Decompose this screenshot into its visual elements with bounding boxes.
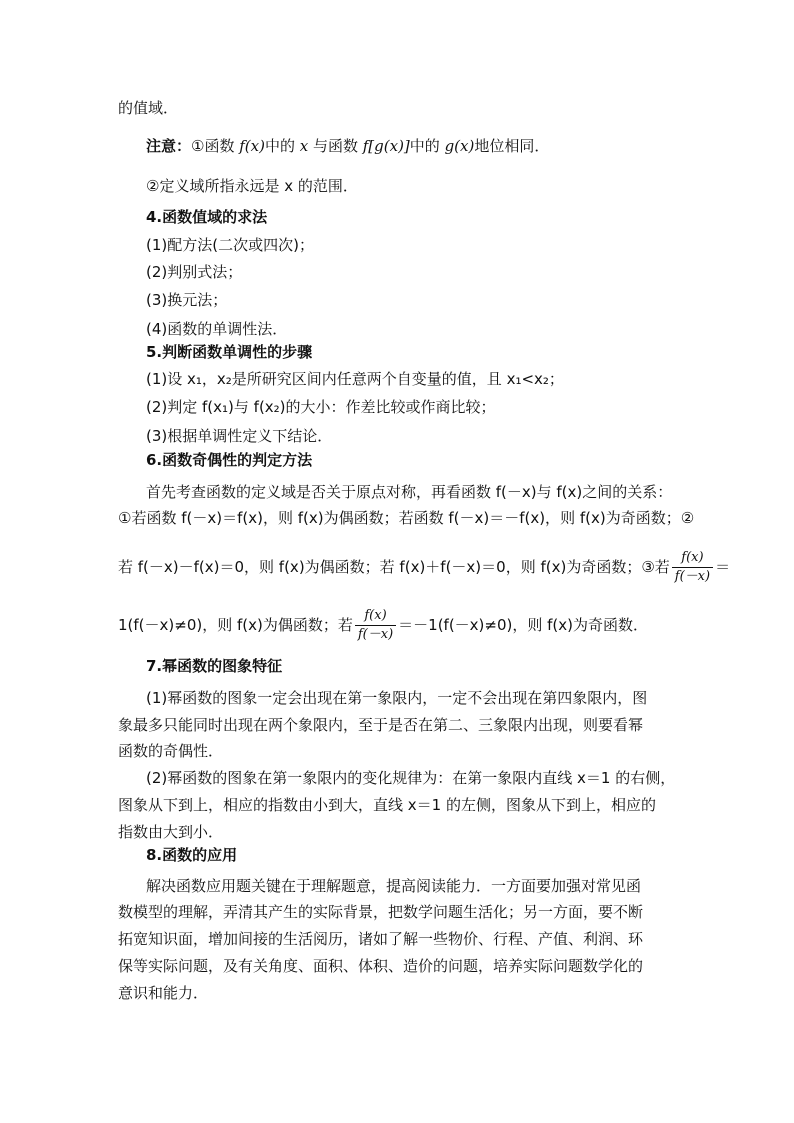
- paragraph-line: 解决函数应用题关键在于理解题意，提高阅读能力．一方面要加强对常见函: [146, 877, 642, 895]
- text-line: 的值域．: [118, 99, 179, 117]
- text-fragment: 中的: [409, 137, 445, 155]
- text-fragment: ①函数: [191, 137, 240, 155]
- step-item-2: (2)判定 f(x₁)与 f(x₂)的大小：作差比较或作商比较；: [146, 398, 496, 416]
- math-x: x: [299, 137, 309, 155]
- paragraph-line: 函数的奇偶性．: [118, 742, 224, 760]
- method-item-1: (1)配方法(二次或四次)；: [146, 236, 314, 254]
- fraction-numerator: f(x): [355, 608, 396, 626]
- text-fragment: ＝: [715, 558, 731, 576]
- paragraph-line: (2)幂函数的图象在第一象限内的变化规律为：在第一象限内直线 x＝1 的右侧，: [146, 769, 676, 787]
- math-fgx: f[g(x)]: [362, 137, 410, 155]
- text-fragment: 中的: [264, 137, 300, 155]
- paragraph-line: 意识和能力．: [118, 984, 209, 1002]
- text-fragment: 与函数: [308, 137, 363, 155]
- math-fx: f(x): [239, 137, 265, 155]
- section-heading-6: 6.函数奇偶性的判定方法: [146, 451, 313, 469]
- fraction: [355, 608, 396, 643]
- method-item-2: (2)判别式法；: [146, 263, 243, 281]
- note-line-1: [146, 136, 706, 156]
- section-heading-4: 4.函数值域的求法: [146, 208, 268, 226]
- method-item-4: (4)函数的单调性法．: [146, 320, 288, 338]
- paragraph-line: 数模型的理解，弄清其产生的实际背景，把数学问题生活化；另一方面，要不断: [118, 903, 644, 921]
- section-heading-7: 7.幂函数的图象特征: [146, 657, 283, 675]
- paragraph-line: 指数由大到小．: [118, 823, 224, 841]
- step-item-3: (3)根据单调性定义下结论．: [146, 427, 333, 445]
- fraction: [672, 550, 713, 585]
- method-item-3: (3)换元法；: [146, 291, 228, 309]
- paragraph-line: 拓宽知识面，增加间接的生活阅历，诸如了解一些物价、行程、产值、利润、环: [118, 930, 644, 948]
- paragraph-line: 图象从下到上，相应的指数由小到大，直线 x＝1 的左侧，图象从下到上，相应的: [118, 796, 656, 814]
- fraction-denominator: f(－x): [357, 627, 394, 642]
- paragraph-line: (1)幂函数的图象一定会出现在第一象限内，一定不会出现在第四象限内，图: [146, 689, 648, 707]
- fraction-numerator: f(x): [672, 550, 713, 568]
- section-heading-8: 8.函数的应用: [146, 846, 238, 864]
- text-fragment: ＝－1(f(－x)≠0)，则 f(x)为奇函数．: [398, 616, 649, 634]
- section-heading-5: 5.判断函数单调性的步骤: [146, 343, 313, 361]
- paragraph-line: 保等实际问题，及有关角度、面积、体积、造价的问题，培养实际问题数学化的: [118, 957, 644, 975]
- text-fragment: 地位相同．: [474, 137, 550, 155]
- text-fragment: 若 f(－x)－f(x)＝0，则 f(x)为偶函数；若 f(x)＋f(－x)＝0，则 f(x)为奇函数；③若: [118, 558, 670, 576]
- step-item-1: (1)设 x₁，x₂是所研究区间内任意两个自变量的值，且 x₁<x₂；: [146, 370, 564, 388]
- paragraph-line: 首先考查函数的定义域是否关于原点对称，再看函数 f(－x)与 f(x)之间的关系：: [146, 483, 673, 501]
- note-label: 注意：: [146, 137, 192, 155]
- paragraph-line-fraction: [118, 548, 731, 586]
- fraction-denominator: f(－x): [674, 569, 711, 584]
- paragraph-line: 象最多只能同时出现在两个象限内，至于是否在第二、三象限内出现，则要看幂: [118, 716, 644, 734]
- paragraph-line: ①若函数 f(－x)＝f(x)，则 f(x)为偶函数；若函数 f(－x)＝－f(x)，则 f(x)为奇函数；②: [118, 509, 695, 527]
- note-line-2: ②定义域所指永远是 x 的范围．: [146, 177, 358, 195]
- paragraph-line-fraction: [118, 606, 678, 644]
- math-gx: g(x): [444, 137, 475, 155]
- text-fragment: 1(f(－x)≠0)，则 f(x)为偶函数；若: [118, 616, 353, 634]
